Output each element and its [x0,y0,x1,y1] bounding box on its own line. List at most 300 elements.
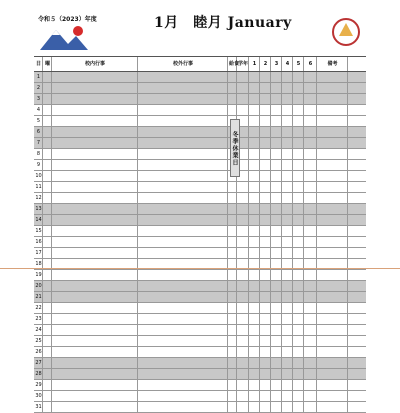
day-number: 11 [35,184,42,190]
period-3-cell [271,380,282,390]
period-1-cell [249,127,260,137]
period-4-cell [282,380,293,390]
grade-cell [237,215,249,225]
period-6-cell [304,391,317,401]
school-event-cell [52,226,138,236]
school-emblem-icon [330,14,362,50]
period-1-cell [249,237,260,247]
lunch-cell [228,402,237,412]
period-3-cell [271,358,282,368]
period-1-cell [249,391,260,401]
period-2-cell [260,149,271,159]
lunch-cell [228,369,237,379]
column-header-weekday: 曜 [43,57,52,71]
day-number: 2 [34,83,43,93]
day-number: 26 [35,349,42,355]
weekday [43,193,52,203]
notes-cell [317,94,348,104]
table-row [34,171,366,182]
grade-cell [237,94,249,104]
period-6-cell [304,72,317,82]
table-row [34,237,366,248]
period-3-cell [271,237,282,247]
period-6-cell [304,336,317,346]
school-event-cell [52,160,138,170]
page-header [34,12,366,54]
period-2-cell [260,391,271,401]
grade-cell [237,105,249,115]
period-2-cell [260,347,271,357]
school-event-cell [52,215,138,225]
school-event-cell [52,336,138,346]
school-event-cell [52,72,138,82]
day-number: 18 [35,261,42,267]
period-1-cell [249,325,260,335]
notes-cell [317,270,348,280]
lunch-cell [228,325,237,335]
column-header-grade: 学年 [237,57,249,71]
school-event-cell [52,105,138,115]
table-row [34,292,366,303]
period-5-cell [293,171,304,181]
day-number: 28 [35,371,42,377]
weekday [43,325,52,335]
outside-event-cell [138,116,228,126]
school-event-cell [52,270,138,280]
period-2-cell [260,171,271,181]
lunch-cell [228,237,237,247]
period-5-cell [293,402,304,412]
table-row [34,391,366,402]
column-header-period-2: 2 [260,57,271,71]
table-row [34,83,366,94]
column-header-outside-events: 校外行事 [138,57,228,71]
period-4-cell [282,138,293,148]
period-5-cell [293,160,304,170]
day-number: 14 [35,217,42,223]
grade-cell [237,204,249,214]
period-3-cell [271,226,282,236]
period-4-cell [282,325,293,335]
period-5-cell [293,248,304,258]
notes-cell [317,336,348,346]
outside-event-cell [138,391,228,401]
period-4-cell [282,314,293,324]
period-1-cell [249,182,260,192]
day-number: 8 [34,149,43,159]
notes-cell [317,248,348,258]
weekday [43,72,52,82]
weekday [43,171,52,181]
day-number: 7 [34,138,43,148]
period-6-cell [304,226,317,236]
period-2-cell [260,325,271,335]
period-4-cell [282,171,293,181]
weekday [43,149,52,159]
weekday [43,182,52,192]
grade-cell [237,402,249,412]
lunch-cell [228,303,237,313]
period-5-cell [293,72,304,82]
period-5-cell [293,149,304,159]
outside-event-cell [138,292,228,302]
school-event-cell [52,347,138,357]
day-number: 16 [35,239,42,245]
period-2-cell [260,380,271,390]
period-3-cell [271,149,282,159]
period-2-cell [260,281,271,291]
period-1-cell [249,116,260,126]
page-title: 1月 睦月 January [154,15,292,31]
period-2-cell [260,369,271,379]
outside-event-cell [138,83,228,93]
period-2-cell [260,193,271,203]
table-row [34,226,366,237]
period-3-cell [271,402,282,412]
weekday [43,402,52,412]
period-3-cell [271,270,282,280]
notes-cell [317,149,348,159]
period-1-cell [249,336,260,346]
period-5-cell [293,292,304,302]
period-5-cell [293,336,304,346]
table-row [34,72,366,83]
period-6-cell [304,171,317,181]
period-5-cell [293,226,304,236]
period-1-cell [249,248,260,258]
day-number: 20 [35,283,42,289]
grade-cell [237,292,249,302]
period-4-cell [282,369,293,379]
weekday [43,347,52,357]
period-1-cell [249,303,260,313]
period-1-cell [249,215,260,225]
period-4-cell [282,226,293,236]
school-event-cell [52,292,138,302]
grade-cell [237,270,249,280]
period-3-cell [271,369,282,379]
lunch-cell [228,358,237,368]
grade-cell [237,336,249,346]
period-4-cell [282,248,293,258]
outside-event-cell [138,138,228,148]
weekday [43,380,52,390]
period-6-cell [304,182,317,192]
period-5-cell [293,358,304,368]
period-2-cell [260,314,271,324]
period-6-cell [304,314,317,324]
period-2-cell [260,182,271,192]
school-event-cell [52,237,138,247]
notes-cell [317,358,348,368]
new-year-illustration-icon [38,24,90,52]
period-2-cell [260,204,271,214]
period-6-cell [304,281,317,291]
school-event-cell [52,149,138,159]
weekday [43,391,52,401]
period-6-cell [304,193,317,203]
period-5-cell [293,391,304,401]
period-5-cell [293,127,304,137]
weekday [43,138,52,148]
column-header-period-3: 3 [271,57,282,71]
weekday [43,83,52,93]
day-number: 22 [35,305,42,311]
period-6-cell [304,204,317,214]
grade-cell [237,72,249,82]
period-1-cell [249,83,260,93]
period-3-cell [271,127,282,137]
period-3-cell [271,72,282,82]
outside-event-cell [138,193,228,203]
column-header-period-4: 4 [282,57,293,71]
notes-cell [317,204,348,214]
grade-cell [237,281,249,291]
outside-event-cell [138,149,228,159]
column-header-school-events: 校内行事 [52,57,138,71]
table-row [34,138,366,149]
period-5-cell [293,116,304,126]
day-number: 15 [35,228,42,234]
weekday [43,336,52,346]
period-6-cell [304,94,317,104]
day-number: 19 [35,272,42,278]
notes-cell [317,215,348,225]
outside-event-cell [138,325,228,335]
table-header-row [34,56,366,72]
weekday [43,358,52,368]
lunch-cell [228,292,237,302]
period-2-cell [260,72,271,82]
period-2-cell [260,270,271,280]
day-number: 24 [35,327,42,333]
period-5-cell [293,369,304,379]
school-event-cell [52,391,138,401]
period-1-cell [249,193,260,203]
lunch-cell [228,182,237,192]
period-6-cell [304,83,317,93]
period-4-cell [282,160,293,170]
weekday [43,204,52,214]
period-5-cell [293,303,304,313]
period-1-cell [249,105,260,115]
outside-event-cell [138,160,228,170]
column-header-period-6: 6 [304,57,317,71]
notes-cell [317,402,348,412]
period-3-cell [271,204,282,214]
period-3-cell [271,336,282,346]
period-3-cell [271,292,282,302]
period-5-cell [293,105,304,115]
period-5-cell [293,325,304,335]
guide-line [0,268,400,269]
notes-cell [317,160,348,170]
school-event-cell [52,171,138,181]
period-5-cell [293,314,304,324]
lunch-cell [228,193,237,203]
period-4-cell [282,116,293,126]
notes-cell [317,127,348,137]
day-number: 4 [34,105,43,115]
outside-event-cell [138,336,228,346]
period-6-cell [304,127,317,137]
period-4-cell [282,270,293,280]
weekday [43,281,52,291]
period-3-cell [271,248,282,258]
outside-event-cell [138,380,228,390]
notes-cell [317,226,348,236]
school-event-cell [52,314,138,324]
notes-cell [317,314,348,324]
table-row [34,116,366,127]
weekday [43,215,52,225]
weekday [43,160,52,170]
period-1-cell [249,160,260,170]
day-number: 10 [35,173,42,179]
weekday [43,94,52,104]
period-4-cell [282,237,293,247]
weekday [43,248,52,258]
period-1-cell [249,72,260,82]
lunch-cell [228,94,237,104]
period-1-cell [249,94,260,104]
period-6-cell [304,292,317,302]
school-event-cell [52,182,138,192]
period-6-cell [304,248,317,258]
period-5-cell [293,83,304,93]
outside-event-cell [138,248,228,258]
grade-cell [237,325,249,335]
period-1-cell [249,314,260,324]
day-number: 29 [35,382,42,388]
period-5-cell [293,237,304,247]
period-1-cell [249,402,260,412]
lunch-cell [228,336,237,346]
outside-event-cell [138,369,228,379]
day-number: 3 [34,94,43,104]
outside-event-cell [138,72,228,82]
school-event-cell [52,127,138,137]
period-1-cell [249,149,260,159]
period-5-cell [293,193,304,203]
outside-event-cell [138,303,228,313]
period-4-cell [282,83,293,93]
lunch-cell [228,215,237,225]
notes-cell [317,138,348,148]
period-2-cell [260,358,271,368]
period-4-cell [282,391,293,401]
period-4-cell [282,347,293,357]
grade-cell [237,182,249,192]
period-6-cell [304,380,317,390]
period-4-cell [282,402,293,412]
notes-cell [317,237,348,247]
period-6-cell [304,138,317,148]
notes-cell [317,391,348,401]
calendar-sheet [34,12,366,410]
day-number: 9 [34,160,43,170]
lunch-cell [228,391,237,401]
table-row [34,182,366,193]
table-row [34,270,366,281]
period-1-cell [249,270,260,280]
day-number: 31 [35,404,42,410]
outside-event-cell [138,347,228,357]
period-3-cell [271,94,282,104]
school-event-cell [52,303,138,313]
period-1-cell [249,226,260,236]
table-row [34,314,366,325]
column-header-lunch: 給食 [228,57,237,71]
period-5-cell [293,347,304,357]
period-1-cell [249,281,260,291]
period-1-cell [249,358,260,368]
period-4-cell [282,182,293,192]
period-1-cell [249,204,260,214]
column-header-period-5: 5 [293,57,304,71]
notes-cell [317,292,348,302]
period-3-cell [271,391,282,401]
school-event-cell [52,325,138,335]
period-4-cell [282,193,293,203]
lunch-cell [228,281,237,291]
table-row [34,160,366,171]
period-6-cell [304,402,317,412]
lunch-cell [228,204,237,214]
notes-cell [317,182,348,192]
period-5-cell [293,94,304,104]
period-3-cell [271,171,282,181]
day-number: 23 [35,316,42,322]
grade-cell [237,358,249,368]
period-5-cell [293,182,304,192]
period-3-cell [271,83,282,93]
period-2-cell [260,94,271,104]
grade-cell [237,226,249,236]
school-event-cell [52,193,138,203]
day-number: 21 [35,294,42,300]
period-6-cell [304,369,317,379]
day-number: 17 [35,250,42,256]
table-row [34,204,366,215]
notes-cell [317,325,348,335]
grade-cell [237,248,249,258]
period-2-cell [260,105,271,115]
period-2-cell [260,215,271,225]
period-3-cell [271,314,282,324]
period-2-cell [260,83,271,93]
table-row [34,94,366,105]
table-row [34,369,366,380]
period-3-cell [271,182,282,192]
period-2-cell [260,160,271,170]
outside-event-cell [138,358,228,368]
grade-cell [237,303,249,313]
lunch-cell [228,226,237,236]
period-4-cell [282,105,293,115]
period-2-cell [260,127,271,137]
period-6-cell [304,303,317,313]
period-3-cell [271,193,282,203]
period-4-cell [282,149,293,159]
table-row [34,127,366,138]
period-4-cell [282,303,293,313]
fiscal-year: 令和５（2023）年度 [38,16,97,23]
period-3-cell [271,215,282,225]
outside-event-cell [138,314,228,324]
school-event-cell [52,204,138,214]
period-3-cell [271,281,282,291]
